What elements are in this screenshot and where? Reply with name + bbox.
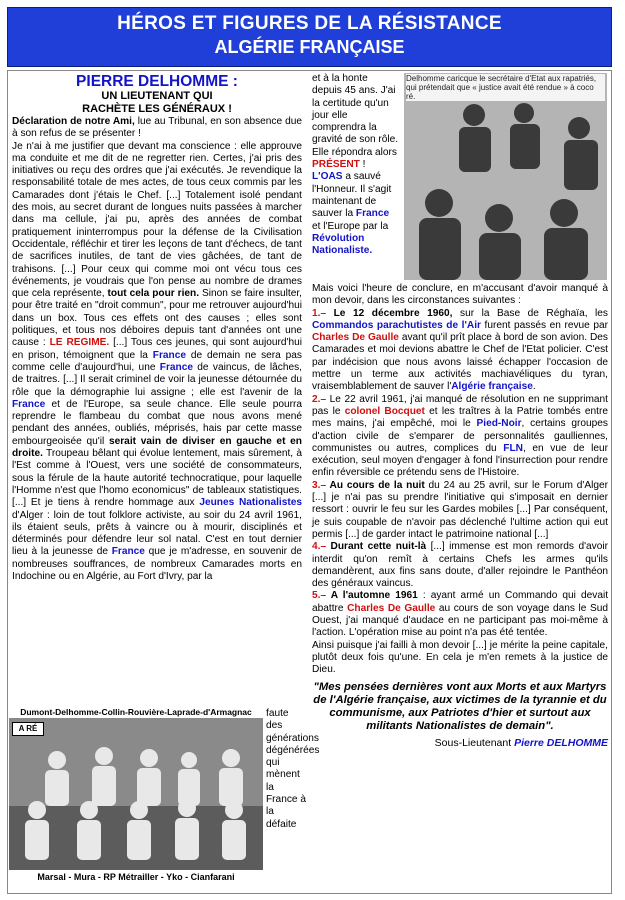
group-photo-top-caption: Dumont-Delhomme-Collin-Rouvière-Laprade-d'Armagnac [9, 707, 263, 717]
france-word: France [12, 398, 46, 410]
item-number: 5.– [312, 590, 327, 602]
text-run: avant qu'il prît place à bord de son avion. Des Camarades et moi devions abattre le Chef de l'Etat policier. C'est par indécision que nous avons laissé échapper l'occasion de mettre un terme aux activités machiavéliques du tyran, vraisemblablement de sauver l' [312, 332, 608, 393]
france-word: France [111, 546, 145, 558]
bocquet-name: colonel Bocquet [344, 405, 425, 417]
article-name: PIERRE DELHOMME : [76, 73, 238, 90]
text-run: a sauvé l'Honneur. Il s'agit maintenant de sauver la [312, 171, 392, 220]
text-run: , en vue de leur exécution, seul moyen d'engager à fond l'insurrection pour rendre enfin réversible ce prétendu sens de l'Histoire. [312, 442, 608, 479]
banner-title: HÉROS ET FIGURES DE LA RÉSISTANCE [117, 13, 502, 34]
text-run: Sinon se faire insulter, pour être traité en "droit commun", pour me retrouver aujourd'hui dans un box. Tous ces effets ont des causes ; elles sont politiques, et tous nos déboires depuis tant d'années ont une cause : [12, 288, 302, 349]
article-subtitle-1: UN LIEUTENANT QUI [101, 90, 213, 102]
text-run: Le 22 avril 1961, j'ai manqué de résolution en ne supprimant pas le [312, 393, 608, 417]
item-date: Le 12 décembre 1960, [326, 307, 453, 319]
text-run: furent passés en revue par [480, 319, 608, 331]
group-photo-figures [9, 718, 263, 870]
commandos-text: Commandos parachutistes de l'Air [312, 319, 481, 331]
conclusion-intro: Mais voici l'heure de conclure, en m'accusant d'avoir manqué à mon devoir, dans les circonstances suivantes : [312, 283, 608, 307]
text-run: Troupeau bêlant qui évolue lentement, mais sûrement, à l'Est comme à l'Ouest, vers une société de consommateurs, sous la férule de la haute autorité technocratique, pour laquelle l'Homme n'est que l'homo economicus" de tableaux statistiques. [...] Et je tiens à rendre hommage aux [12, 448, 302, 509]
item-date: Durant cette nuit-là [326, 541, 427, 553]
item-number: 2.– [312, 393, 327, 405]
middle-column [312, 73, 400, 257]
top-photo-figures [404, 73, 607, 280]
item-4 [312, 541, 608, 590]
intro-paragraph [12, 116, 302, 141]
france-word: France [355, 208, 390, 220]
france-word: France [152, 349, 186, 361]
text-run: et les traîtres à la Patrie tombés entre mes mains, j'ai empêché, moi le [312, 405, 608, 430]
signature-name: Pierre DELHOMME [514, 736, 608, 749]
banner-subtitle: ALGÉRIE FRANÇAISE [214, 37, 405, 57]
item-number: 1.– [312, 307, 327, 319]
france-word: France [159, 361, 193, 373]
revolution-word: Révolution Nationaliste. [312, 232, 373, 257]
item-2 [312, 394, 608, 480]
text-run: sur la Base de Réghaïa, les [452, 307, 608, 319]
text-run: Je n'ai à me justifier que devant ma conscience : elle approuve ma conduite et me dit de ne regretter rien. Certes, j'ai pris des initiatives ou reçu des ordres que j'ai exécutés. Je revendique la responsabilité totale de mes actes, de tous ceux commis par les Camarades dont j'étais le Chef. [...] Totalement isolé pendant des mois, au secret durant de longues nuits passées à marcher dans ma cellule, j'ai pu, après des années de combat pratiquement ininterrompus pour la défense de la Civilisation Occidentale, réfléchir et tirer les leçons de tant d'échecs, de tant de sacrifices inutiles, de tant de vies gâchées, de tant de trahisons. [...] Pour ceux qui comme moi ont vécu tous ces événements, je voudrais que l'on pense au nombre de drames que cela représente, [12, 140, 302, 300]
oas-word: L'OAS [312, 171, 343, 183]
item-3 [312, 480, 608, 541]
text-run: tout cela pour rien. [107, 288, 200, 300]
oas-paragraph [312, 171, 400, 257]
item-date: Au cours de la nuit [326, 479, 425, 491]
fln-text: FLN [503, 442, 523, 454]
page-banner [7, 7, 612, 67]
item-5 [312, 590, 608, 639]
group-photo-bottom-caption: Marsal - Mura - RP Métrailler - Yko - Cianfarani [37, 872, 235, 882]
algerie-francaise-text: Algérie française [451, 381, 533, 393]
text-run: et de l'Europe, sa seule chance. Elle seule pourra reprendre le flambeau du combat que nous avons mené pendant des années, oubliés, méprisés, hais par cette masse embourgeoisée qu'il [12, 398, 302, 447]
signature [312, 737, 608, 749]
text-run: du 24 au 25 avril, sur le Forum d'Alger [...] je n'ai pas su prendre l'initiative qui s'imposait en dernier ressort : ouvrir le feu sur les Gardes mobiles [...] Par conséquent, je suis coupable de n'avoir pas déclenché l'ultime action qui eut permis [...] de garder intact le patrimoine national [...] [312, 479, 608, 540]
signature-rank: Sous-Lieutenant [434, 736, 515, 749]
text-run: [...] immense est mon remords d'avoir interdit qu'on remît à certains Chefs les armes qu'ils demandèrent, aux fins sans doute, d'aller rejoindre le Panthéon des généraux vaincus. [312, 541, 608, 590]
intro-text: lue au Tribunal, en son absence due à son refus de se présenter ! [12, 116, 302, 140]
text-run: : ayant armé un Commando qui devait abattre [312, 590, 609, 614]
text-run: ! [359, 159, 366, 171]
main-paragraph [12, 141, 302, 584]
article-subtitle-2: RACHÈTE LES GÉNÉRAUX ! [82, 103, 232, 115]
text-run: [...] Tous ces jeunes, qui sont aujourd'hui en prison, témoignent que la [12, 337, 302, 361]
final-quote: "Mes pensées dernières vont aux Morts et aux Martyrs de l'Algérie française, aux victimes de la tyrannie et du communisme, aux Patriotes d'hier et surtout aux militants Nationalistes de demain". [313, 680, 607, 733]
text-run: que je m'adresse, en souvenir de nombreuses souffrances, de nombreux Camarades morts en Indochine ou en Algérie, au Fort d'Ivry, par la [12, 546, 302, 582]
de-gaulle-name: Charles De Gaulle [312, 332, 399, 344]
top-photo [404, 73, 607, 280]
group-photo-badge: A RÉ [12, 722, 44, 736]
le-regime-text: LE REGIME. [49, 337, 110, 349]
text-run: et à la honte depuis 45 ans. J'ai la certitude qu'un jour elle comprendra la gravité de son rôle. Elle répondra alors [312, 73, 399, 158]
item-date: A l'automne 1961 [326, 590, 418, 602]
faute-text: faute des générations dégénérées qui mènent la France à la défaite [266, 708, 320, 830]
group-photo [9, 718, 263, 870]
jeunes-nationalistes-text: Jeunes Nationalistes [199, 497, 302, 509]
pied-noir-text: Pied-Noir [476, 418, 522, 430]
text-run: et l'Europe par la [312, 220, 389, 232]
item-1 [312, 308, 608, 394]
text-run: . [532, 381, 536, 393]
text-run: , certains groupes d'action civile de s'emparer de personnalités gaulliennes, communistes ou autres, complices du [312, 418, 608, 454]
intro-bold: Déclaration de notre Ami, [12, 116, 135, 127]
text-run: au cours de son voyage dans le Sud Ouest, j'ai manqué d'audace en ne participant pas moi-même à l'action. L'opération mise au point n'a pas été tentée. [312, 602, 608, 639]
left-column [12, 73, 302, 583]
final-paragraph: Ainsi puisque j'ai failli à mon devoir [...] je mérite la peine capitale, plutôt deux fois qu'une. En cela je m'en remets à la justice de Dieu. [312, 639, 608, 676]
text-run: de vaincus, de lâches, de traitres. [...] Il serait criminel de voir la jeunesse détournée du rôle que la démographie lui assigne ; elle est l'avenir de la [12, 361, 302, 398]
de-gaulle-name: Charles De Gaulle [347, 602, 436, 614]
item-number: 3.– [312, 479, 327, 491]
faute-column [266, 708, 320, 831]
middle-paragraph [312, 73, 400, 171]
text-run: de demain ne sera pas comme celle d'aujourd'hui, une [12, 349, 302, 373]
present-word: PRÉSENT [312, 159, 360, 171]
text-run: d'Alger : loin de tout folklore activiste, au soir du 24 avril 1961, ils étaient seuls, prêts à vaincre ou à mourir, disciplinés et déterminés pour défendre leur sol natal. C'est en tout dernier lieu à la jeunesse de [12, 509, 302, 558]
text-run: serait vain de diviser en gauche et en droite. [12, 435, 302, 460]
right-column [312, 283, 608, 749]
item-number: 4.– [312, 541, 327, 553]
top-photo-caption: Delhomme caricque le secrétaire d'Etat aux rapatriés, qui prétendait que « justice avait été rendue » à coco ré. [406, 74, 605, 101]
